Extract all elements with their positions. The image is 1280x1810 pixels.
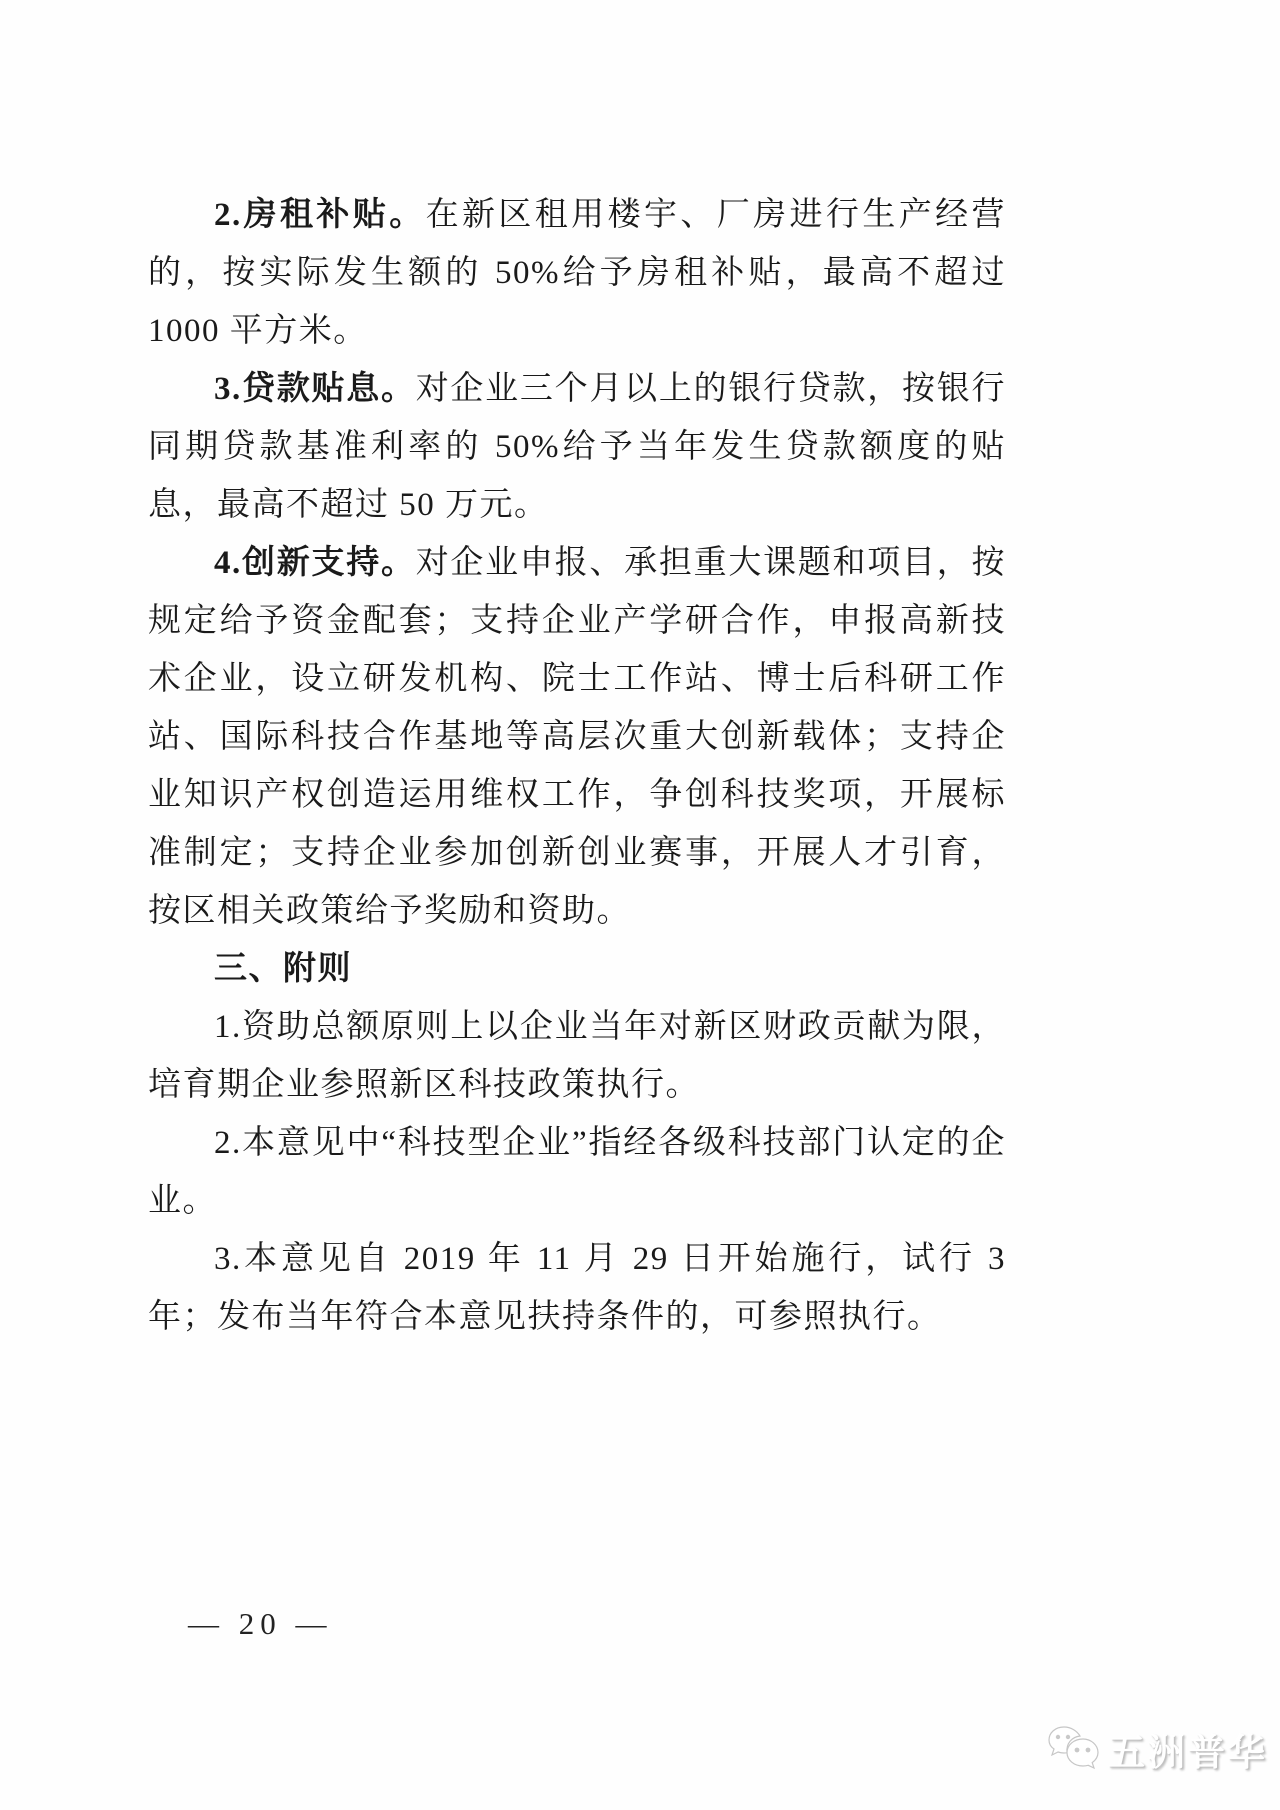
document-body	[148, 186, 1006, 1346]
paragraph-rent-subsidy-lead: 2.房租补贴。	[214, 197, 426, 233]
paragraph-rent-subsidy-body: 在新区租用楼宇、厂房进行生产经营的，按实际发生额的 50%给予房租补贴，最高不超过 1000 平方米。	[148, 197, 1007, 349]
paragraph-innovation-support-body: 对企业申报、承担重大课题和项目，按规定给予资金配套；支持企业产学研合作，申报高新技术企业，设立研发机构、院士工作站、博士后科研工作站、国际科技合作基地等高层次重大创新载体；支持企业知识产权创造运用维权工作，争创科技奖项，开展标准制定；支持企业参加创新创业赛事，开展人才引育，按区相关政策给予奖励和资助。	[148, 545, 1007, 929]
page-number: — 20 —	[188, 1606, 333, 1641]
paragraph-loan-interest-body: 对企业三个月以上的银行贷款，按银行同期贷款基准利率的 50%给予当年发生贷款额度的贴息，最高不超过 50 万元。	[148, 371, 1007, 523]
watermark	[1046, 1722, 1268, 1776]
supplementary-item-1: 1.资助总额原则上以企业当年对新区财政贡献为限，培育期企业参照新区科技政策执行。	[148, 1009, 1006, 1103]
paragraph-innovation-support	[148, 534, 1006, 940]
supplementary-item-3: 3.本意见自 2019 年 11 月 29 日开始施行，试行 3 年；发布当年符合本意见扶持条件的，可参照执行。	[148, 1241, 1006, 1335]
section-heading-supplementary-provisions: 三、附则	[214, 951, 352, 987]
supplementary-item-2: 2.本意见中“科技型企业”指经各级科技部门认定的企业。	[148, 1125, 1006, 1219]
paragraph-rent-subsidy	[148, 186, 1006, 360]
watermark-brand-text: 五洲普华	[1108, 1732, 1268, 1773]
paragraph-loan-interest	[148, 360, 1006, 534]
paragraph-loan-interest-lead: 3.贷款贴息。	[214, 371, 416, 407]
paragraph-innovation-support-lead: 4.创新支持。	[214, 545, 416, 581]
wechat-icon	[1046, 1723, 1102, 1775]
